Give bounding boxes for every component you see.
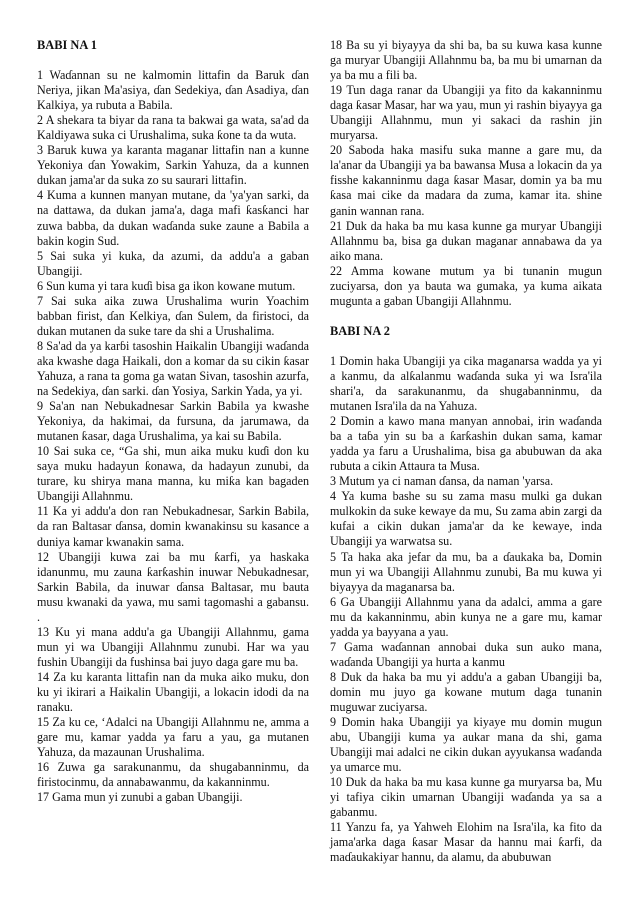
verse: 13 Ku yi mana addu'a ga Ubangiji Allahnmu, gama mun yi wa Ubangiji Allahnmu zunubi. Har wa yau fushin Ubangiji da fushinsa bai juyo daga gare mu ba. xyxy=(37,624,309,669)
verse: 8 Duk da haka ba mu yi addu'a a gaban Ubangiji ba, domin mu juyo ga kowane mutum daga tunanin muguwar zuciyarsa. xyxy=(330,669,602,714)
verse: 14 Za ku karanta littafin nan da muka aiko muku, don ku yi ikirari a Haikalin Ubangiji, a lokacin idodi da na ranaku. xyxy=(37,669,309,715)
verse: 9 Sa'an nan Nebukadnesar Sarkin Babila ya kwashe Yekoniya, da hakimai, da fursuna, da jarumawa, da mutanen ƙasar, daga Urushalima, ya kai su Babila. xyxy=(37,399,309,444)
verse: 6 Sun kuma yi tara kuɗi bisa ga ikon kowane mutum. xyxy=(37,278,296,293)
verse-list xyxy=(37,68,309,805)
verse: 5 Sai suka yi kuka, da azumi, da addu'a a gaban Ubangiji. xyxy=(37,248,309,278)
verse: 6 Ga Ubangiji Allahnmu yana da adalci, amma a gare mu da kakanninmu, abin kunya ne a gare mu, kamar yadda ya bayyana a yau. xyxy=(330,594,602,639)
verse: 7 Gama waɗannan annobai duka sun auko mana, waɗanda Ubangiji ya hurta a kanmu xyxy=(330,639,602,669)
verse-list xyxy=(330,38,602,309)
verse: 21 Duk da haka ba mu kasa kunne ga muryar Ubangiji Allahnmu ba, bisa ga dukan maganar annabawa da ya aiko mana. xyxy=(330,218,602,263)
spacer xyxy=(37,53,309,68)
verse: 1 Waɗannan su ne kalmomin littafin da Baruk ɗan Neriya, jikan Ma'asiya, ɗan Sedekiya, ɗan Asadiya, ɗan Kalkiya, ya rubuta a Babila. xyxy=(37,68,309,113)
left-column xyxy=(37,38,309,805)
spacer xyxy=(330,339,602,354)
chapter-heading: BABI NA 2 xyxy=(330,323,390,338)
verse: 20 Saboda haka masifu suka manne a gare mu, da la'anar da Ubangiji ya ba bawansa Musa a lokacin da ya fisshe kakanninmu daga ƙasar Masar, domin ya ba mu ƙasa mai cike da madara da zuma, kamar ita. shine ganin wannan rana. xyxy=(330,143,602,218)
verse: 9 Domin haka Ubangiji ya kiyaye mu domin mugun abu, Ubangiji kuma ya aukar mana da shi, gama Ubangiji mai adalci ne cikin dukan ayyukansa waɗanda ya umarce mu. xyxy=(330,715,602,775)
verse: 2 Domin a kawo mana manyan annobai, irin waɗanda ba a taɓa yin su ba a ƙarƙashin dukan sama, kamar yadda ya faru a Urushalima, bisa ga abubuwan da aka rubuta a cikin Attaura ta Musa. xyxy=(330,414,602,474)
verse: 8 Sa'ad da ya karɓi tasoshin Haikalin Ubangiji waɗanda aka kwashe daga Haikali, don a komar da su cikin ƙasar Yahuza, a rana ta goma ga watan Sivan, tasoshin azurfa, na Sedekiya, ɗan sarki. ɗan Yosiya, Sarkin Yada, ya yi. xyxy=(37,338,309,399)
verse: 10 Sai suka ce, “Ga shi, mun aika muku kuɗi don ku saya muku hadayun ƙonawa, da hadayun zunubi, da turare, ku shirya mana manna, ku miƙa kan bagaden Ubangiji Allahnmu. xyxy=(37,444,309,504)
verse: 3 Mutum ya ci naman ɗansa, da naman 'yarsa. xyxy=(330,474,554,489)
verse: 5 Ta haka aka jefar da mu, ba a ɗaukaka ba, Domin mun yi wa Ubangiji Allahnmu zunubi, Ba mu kuwa yi biyayya da maganarsa ba. xyxy=(330,549,602,594)
verse: 10 Duk da haka ba mu kasa kunne ga muryarsa ba, Mu yi tafiya cikin umarnan Ubangiji waɗanda ya sa a gabanmu. xyxy=(330,775,602,820)
verse: 4 Kuma a kunnen manyan mutane, da 'ya'yan sarki, da na dattawa, da dukan jama'a, daga mafi ƙasƙanci har zuwa babba, da dukan waɗanda suke zaune a Babila a bakin kogin Sud. xyxy=(37,188,309,248)
verse: 22 Amma kowane mutum ya bi tunanin mugun zuciyarsa, don ya bauta wa gumaka, ya kuma aikata mugunta a gaban Ubangiji Allahnmu. xyxy=(330,263,602,308)
verse: 7 Sai suka aika zuwa Urushalima wurin Yoachim babban firist, ɗan Kelkiya, ɗan Sulem, da firistoci, da dukan mutanen da suke tare da shi a Urushalima. xyxy=(37,293,309,338)
verse: 4 Ya kuma bashe su su zama masu mulki ga dukan mulkokin da suke kewaye da mu, Su zama abin zargi da kufai a cikin dukan jama'ar da ke kewaye, inda Ubangiji ya warwatsa su. xyxy=(330,489,602,549)
verse: 3 Baruk kuwa ya karanta maganar littafin nan a kunne Yekoniya ɗan Yowakim, Sarkin Yahuza, da a kunnen dukan jama'ar da suka zo su saurari littafin. xyxy=(37,143,309,188)
verse: 18 Ba su yi biyayya da shi ba, ba su kuwa kasa kunne ga muryar Ubangiji Allahnmu ba, ba mu bi umarnan da ya ba mu a fili ba. xyxy=(330,38,602,83)
verse: 2 A shekara ta biyar da rana ta bakwai ga wata, sa'ad da Kaldiyawa suka ci Urushalima, suka ƙone ta da wuta. xyxy=(37,113,309,143)
verse: 17 Gama mun yi zunubi a gaban Ubangiji. xyxy=(37,790,243,805)
verse: 1 Domin haka Ubangiji ya cika maganarsa wadda ya yi a kanmu, da alƙalanmu waɗanda suka yi wa Isra'ila shari'a, da sarakunanmu, da shugabanninmu, da mutanen Isra'ila da na Yahuza. xyxy=(330,353,602,414)
right-column xyxy=(330,38,602,865)
verse: 11 Ka yi addu'a don ran Nebukadnesar, Sarkin Babila, da ran Baltasar ɗansa, domin kwanakinsu su kasance a duniya kamar kwanakin sama. xyxy=(37,504,309,549)
verse: 15 Za ku ce, ‘Adalci na Ubangiji Allahnmu ne, amma a gare mu, kamar yadda ya faru a yau, ga mutanen Yahuza, da mazaunan Urushalima. xyxy=(37,715,309,760)
verse: 12 Ubangiji kuwa zai ba mu ƙarfi, ya haskaka idanunmu, mu zauna ƙarƙashin inuwar Nebukadnesar, Sarkin Babila, da inuwar ɗansa Baltasar, mu bauta musu kwanaki da yawa, mu sami tagomashi a gabansu. . xyxy=(37,549,309,624)
verse-list xyxy=(330,354,602,866)
spacer xyxy=(330,309,602,324)
verse: 11 Yanzu fa, ya Yahweh Elohim na Isra'ila, ka fito da jama'arka daga ƙasar Masar da hannu mai ƙarfi, da maɗaukakiyar hannu, da alamu, da abubuwan xyxy=(330,820,602,865)
verse: 19 Tun daga ranar da Ubangiji ya fito da kakanninmu daga ƙasar Masar, har wa yau, mun yi rashin biyayya ga Ubangiji Allahnmu, mun yi sakaci da rashin jin muryarsa. xyxy=(330,83,602,143)
verse: 16 Zuwa ga sarakunanmu, da shugabanninmu, da firistocinmu, da annabawanmu, da kakanninmu. xyxy=(37,760,309,790)
chapter-heading: BABI NA 1 xyxy=(37,38,97,52)
